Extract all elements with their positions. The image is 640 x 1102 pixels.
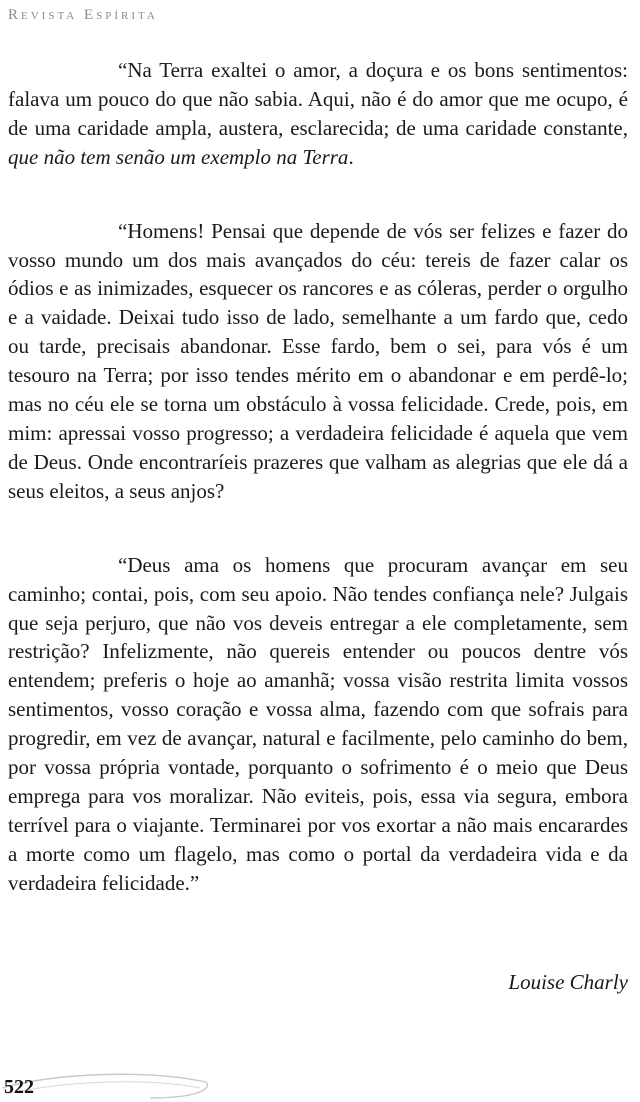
paragraph-3: “Deus ama os homens que procuram avançar em seu caminho; contai, pois, com seu apoio. Não tendes confiança nele? Julgais que seja perjuro, que não vos deveis entregar a ele completamente, sem restrição? Infelizmente, não quereis entender ou poucos dentre vós entendem; preferis o hoje ao amanhã; vossa visão restrita limita vossos sentimentos, vosso coração e vossa alma, fazendo com que sofrais para progredir, em vez de avançar, natural e facilmente, pelo caminho do bem, por vossa própria vontade, porquanto o sofrimento é o meio que Deus emprega para vos moralizar. Não eviteis, pois, essa via segura, embora terrível para o viajante. Terminarei por vos exortar a não mais encarardes a morte como um flagelo, mas como o portal da verdadeira vida e da verdadeira felicidade.” xyxy=(8,552,628,895)
paragraph-1-text: “Na Terra exaltei o amor, a doçura e os bons sentimentos: falava um pouco do que não sabia. Aqui, não é do amor que me ocupo, é de uma caridade ampla, austera, esclarecida; de uma caridade constante, xyxy=(8,58,628,140)
paragraph-1-tail: . xyxy=(348,144,354,169)
page-number: 522 xyxy=(4,1076,34,1098)
paragraph-1-italic: que não tem senão um exemplo na Terra xyxy=(8,144,349,169)
paragraph-1 xyxy=(8,56,628,172)
body-text xyxy=(8,56,628,898)
signature: Louise Charly xyxy=(508,970,628,994)
paragraph-2: “Homens! Pensai que depende de vós ser felizes e fazer do vosso mundo um dos mais avançados do céu: tereis de fazer calar os ódios e as inimizades, esquecer os rancores e as cóleras, perder o orgulho e a vaidade. Deixai tudo isso de lado, semelhante a um fardo que, cedo ou tarde, precisais abandonar. Esse fardo, bem o sei, para vós é um tesouro na Terra; por isso tendes mérito em o abandonar e em perdê-lo; mas no céu ele se torna um obstáculo à vossa felicidade. Crede, pois, em mim: apressai vosso progresso; a verdadeira felicidade é aquela que vem de Deus. Onde encontraríeis prazeres que valham as alegrias que ele dá a seus eleitos, a seus anjos? xyxy=(8,218,628,503)
running-header: Revista Espírita xyxy=(8,7,158,23)
